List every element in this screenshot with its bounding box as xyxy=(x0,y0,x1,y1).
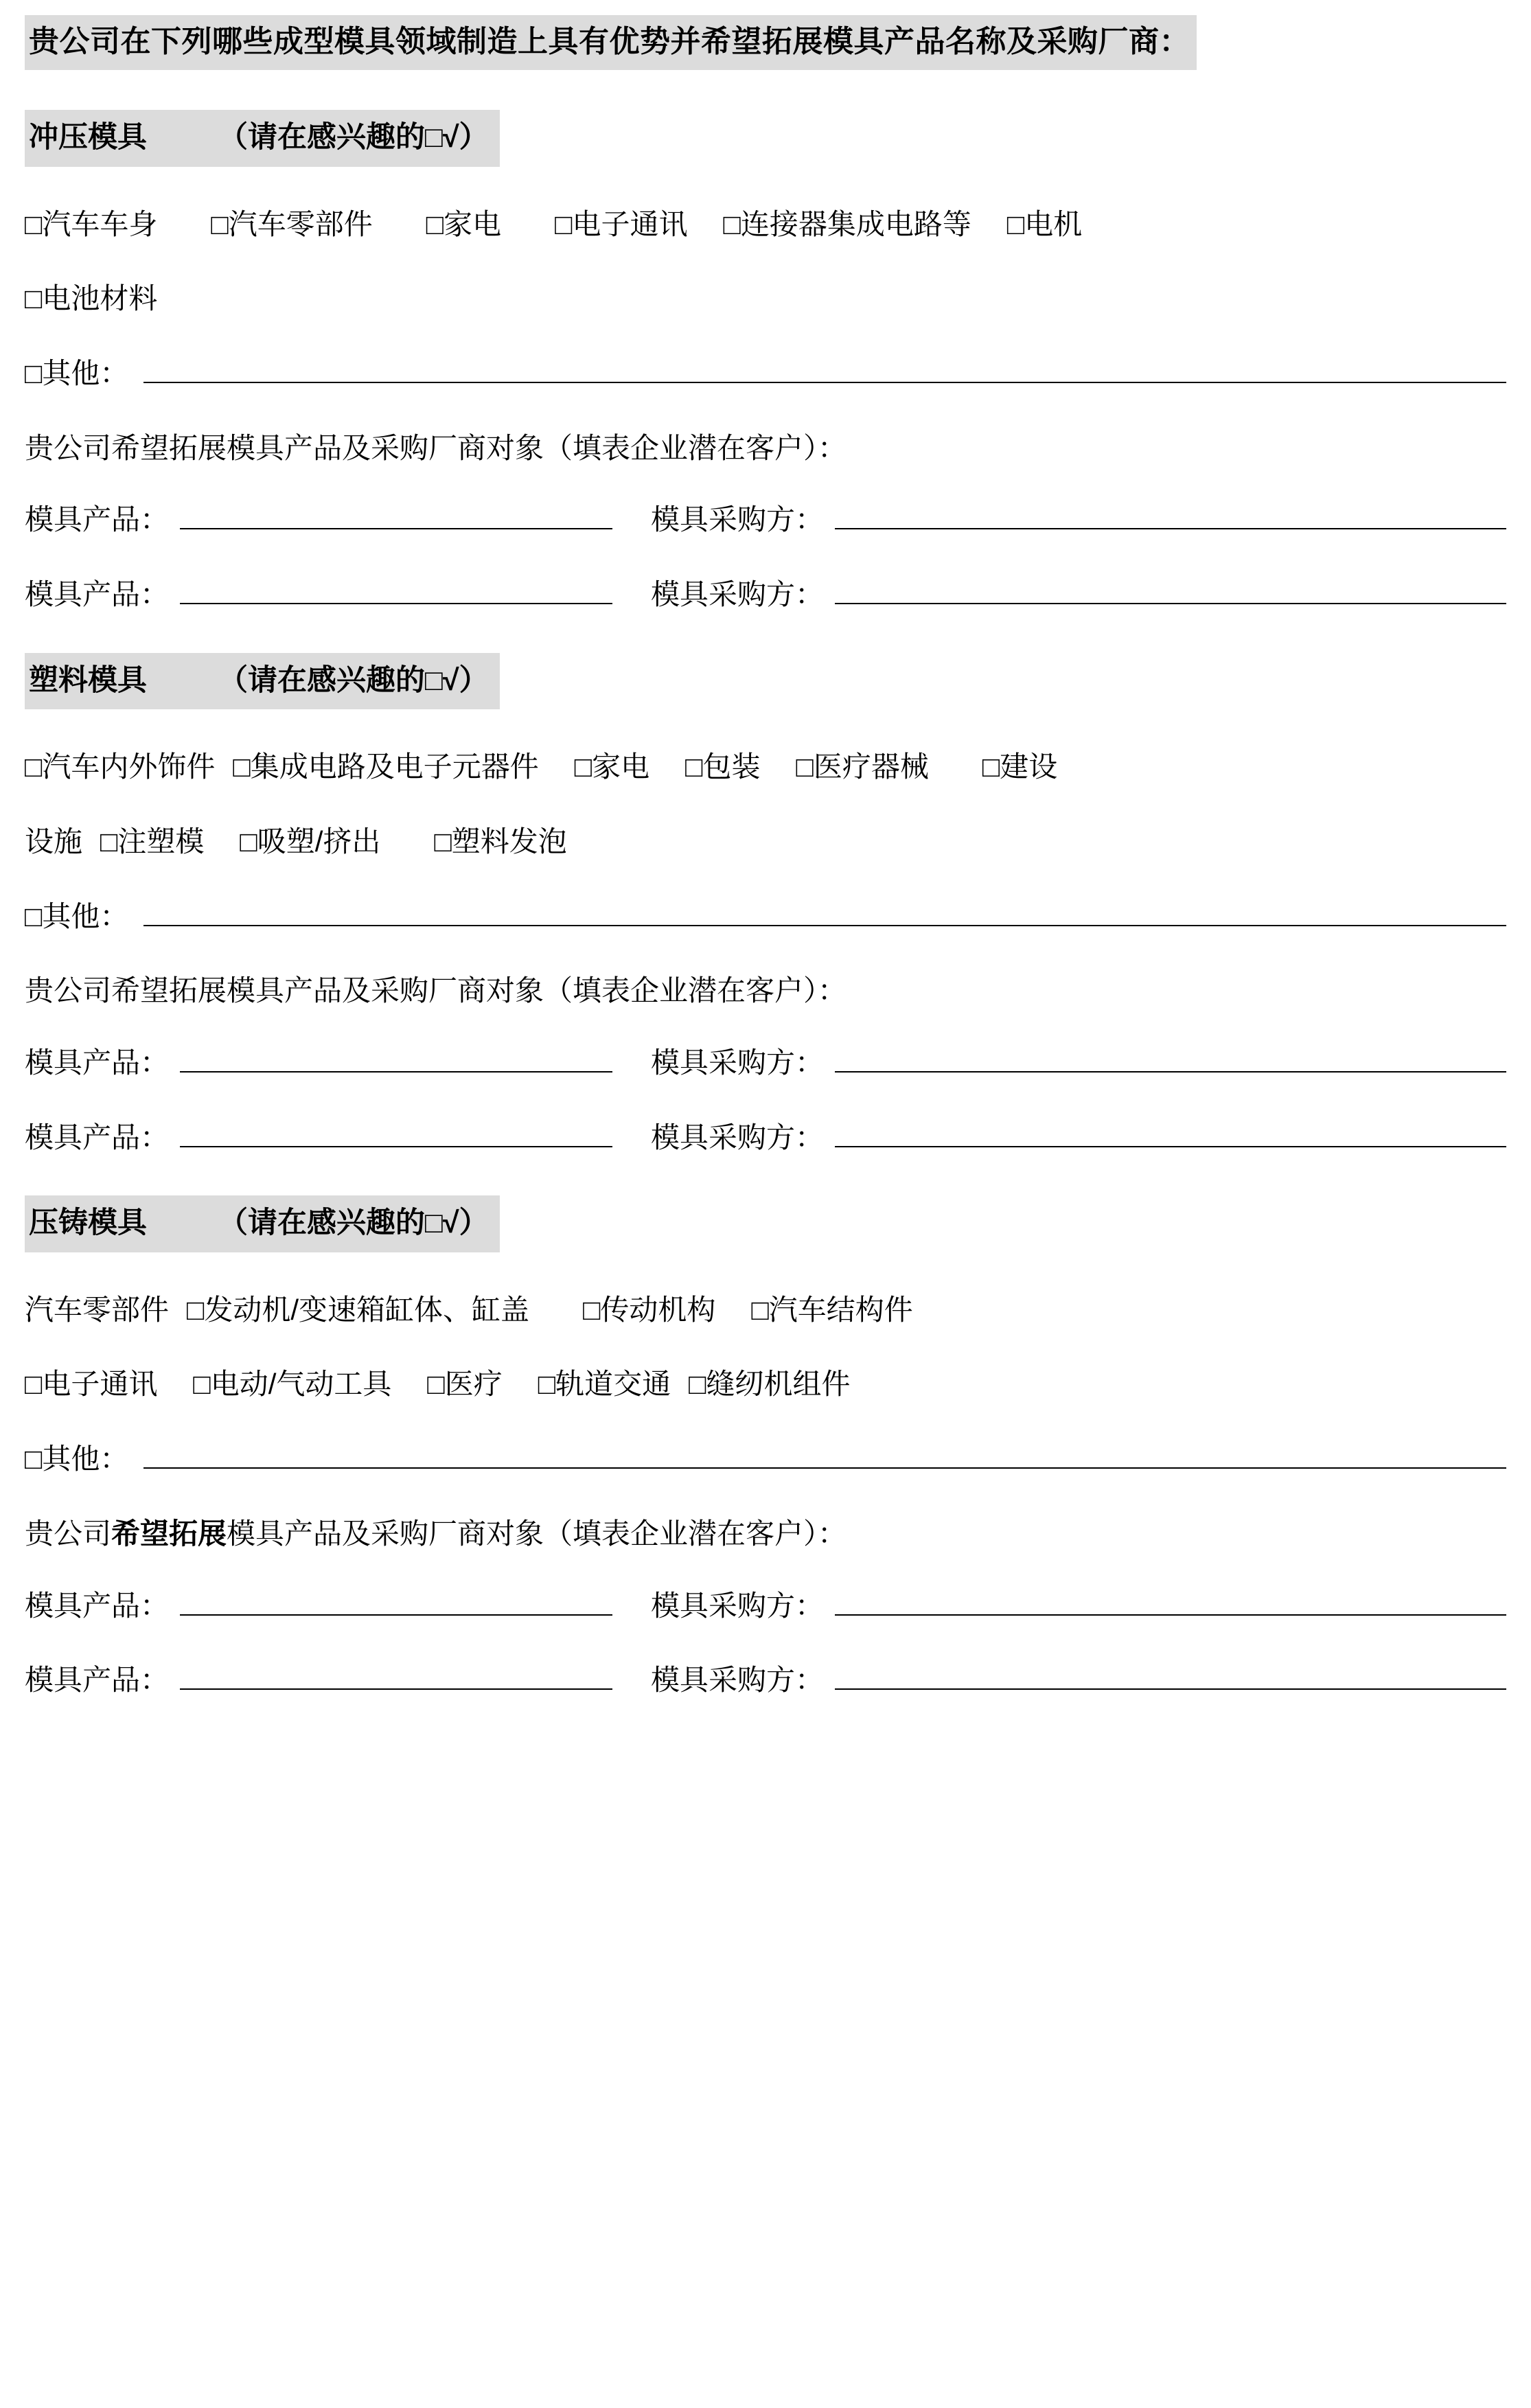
checkbox-option[interactable]: □电机 xyxy=(1006,207,1083,240)
other-field-row xyxy=(25,897,1506,937)
expand-prompt xyxy=(25,1515,1506,1554)
product-input-line[interactable] xyxy=(180,505,612,529)
section-name: 冲压模具 xyxy=(29,121,147,154)
checkbox-option[interactable]: □发动机/变速箱缸体、缸盖 xyxy=(187,1293,530,1326)
buyer-input-line[interactable] xyxy=(835,1048,1506,1073)
product-label: 模具产品： xyxy=(25,577,170,610)
expand-prompt: 贵公司希望拓展模具产品及采购厂商对象（填表企业潜在客户）： xyxy=(25,974,847,1007)
checkbox-option[interactable]: □传动机构 xyxy=(583,1293,716,1326)
buyer-input-line[interactable] xyxy=(835,1591,1506,1616)
section-title-plastic xyxy=(25,653,500,710)
buyer-label: 模具采购方： xyxy=(651,1046,825,1079)
product-buyer-row xyxy=(25,575,1506,615)
product-buyer-row xyxy=(25,1661,1506,1700)
section-diecasting xyxy=(25,1195,1506,1700)
section-header-wrap xyxy=(25,653,1506,710)
buyer-label: 模具采购方： xyxy=(651,577,825,610)
section-hint: （请在感兴趣的□√） xyxy=(218,663,489,697)
other-input-line[interactable] xyxy=(143,358,1506,383)
section-title-diecasting xyxy=(25,1195,500,1252)
product-input-line[interactable] xyxy=(180,1591,612,1616)
section-header-wrap xyxy=(25,1195,1506,1252)
checkbox-row xyxy=(25,205,1506,244)
checkbox-option[interactable]: □电子通讯 xyxy=(25,1368,158,1401)
page-title: 贵公司在下列哪些成型模具领域制造上具有优势并希望拓展模具产品名称及采购厂商： xyxy=(25,15,1197,70)
checkbox-option[interactable]: □医疗 xyxy=(427,1368,503,1401)
buyer-label: 模具采购方： xyxy=(651,1121,825,1154)
other-label: □其他： xyxy=(25,899,129,932)
other-field-row xyxy=(25,354,1506,393)
checkbox-option[interactable]: □吸塑/挤出 xyxy=(240,825,381,858)
checkbox-option[interactable]: □包装 xyxy=(685,750,761,783)
checkbox-row xyxy=(25,823,1506,862)
product-input-line[interactable] xyxy=(180,1048,612,1073)
product-label: 模具产品： xyxy=(25,1589,170,1622)
checkbox-option[interactable]: □注塑模 xyxy=(100,825,205,858)
checkbox-option[interactable]: □缝纫机组件 xyxy=(689,1368,851,1401)
other-label: □其他： xyxy=(25,1443,129,1476)
checkbox-option[interactable]: □汽车零部件 xyxy=(211,207,373,240)
product-buyer-row xyxy=(25,1587,1506,1626)
plastic-line2-continuation: 设施 xyxy=(25,825,83,858)
checkbox-option[interactable]: □汽车内外饰件 xyxy=(25,750,216,783)
prompt-prefix: 贵公司 xyxy=(25,1517,112,1550)
section-hint: （请在感兴趣的□√） xyxy=(218,121,489,154)
buyer-label: 模具采购方： xyxy=(651,1589,825,1622)
checkbox-option[interactable]: □电动/气动工具 xyxy=(193,1368,392,1401)
section-name: 塑料模具 xyxy=(29,663,147,697)
section-stamping xyxy=(25,110,1506,615)
checkbox-row xyxy=(25,1291,1506,1330)
page-title-wrap xyxy=(25,15,1506,70)
prompt-suffix: 模具产品及采购厂商对象（填表企业潜在客户）： xyxy=(227,1517,847,1550)
checkbox-row xyxy=(25,1365,1506,1404)
prompt-emphasis: 希望拓展 xyxy=(111,1517,227,1550)
buyer-label: 模具采购方： xyxy=(651,503,825,536)
checkbox-option[interactable]: □汽车结构件 xyxy=(751,1293,913,1326)
product-buyer-row xyxy=(25,1044,1506,1083)
product-input-line[interactable] xyxy=(180,1123,612,1147)
checkbox-option[interactable]: □医疗器械 xyxy=(796,750,929,783)
checkbox-row xyxy=(25,279,1506,319)
expand-prompt: 贵公司希望拓展模具产品及采购厂商对象（填表企业潜在客户）： xyxy=(25,431,847,464)
checkbox-option[interactable]: □家电 xyxy=(574,750,650,783)
other-field-row xyxy=(25,1440,1506,1479)
section-header-wrap xyxy=(25,110,1506,167)
checkbox-option[interactable]: □电池材料 xyxy=(25,282,158,315)
product-input-line[interactable] xyxy=(180,580,612,604)
product-label: 模具产品： xyxy=(25,1121,170,1154)
checkbox-option[interactable]: □电子通讯 xyxy=(555,207,688,240)
checkbox-option[interactable]: □汽车车身 xyxy=(25,207,158,240)
product-label: 模具产品： xyxy=(25,1664,170,1697)
buyer-input-line[interactable] xyxy=(835,1665,1506,1690)
checkbox-row xyxy=(25,748,1506,787)
checkbox-option[interactable]: □集成电路及电子元器件 xyxy=(233,750,539,783)
section-hint: （请在感兴趣的□√） xyxy=(218,1206,489,1240)
buyer-input-line[interactable] xyxy=(835,580,1506,604)
product-label: 模具产品： xyxy=(25,503,170,536)
product-label: 模具产品： xyxy=(25,1046,170,1079)
product-input-line[interactable] xyxy=(180,1665,612,1690)
buyer-input-line[interactable] xyxy=(835,1123,1506,1147)
checkbox-option[interactable]: 汽车零部件 xyxy=(25,1293,170,1326)
checkbox-option[interactable]: □家电 xyxy=(426,207,502,240)
checkbox-option[interactable]: □轨道交通 xyxy=(538,1368,671,1401)
section-plastic xyxy=(25,653,1506,1158)
product-buyer-row xyxy=(25,1119,1506,1158)
section-name: 压铸模具 xyxy=(29,1206,147,1240)
product-buyer-row xyxy=(25,501,1506,540)
other-label: □其他： xyxy=(25,356,129,389)
other-input-line[interactable] xyxy=(143,902,1506,926)
section-title-stamping xyxy=(25,110,500,167)
buyer-input-line[interactable] xyxy=(835,505,1506,529)
other-input-line[interactable] xyxy=(143,1444,1506,1469)
checkbox-option[interactable]: □建设 xyxy=(982,750,1058,783)
checkbox-option[interactable]: □塑料发泡 xyxy=(434,825,567,858)
buyer-label: 模具采购方： xyxy=(651,1664,825,1697)
checkbox-option[interactable]: □连接器集成电路等 xyxy=(723,207,971,240)
